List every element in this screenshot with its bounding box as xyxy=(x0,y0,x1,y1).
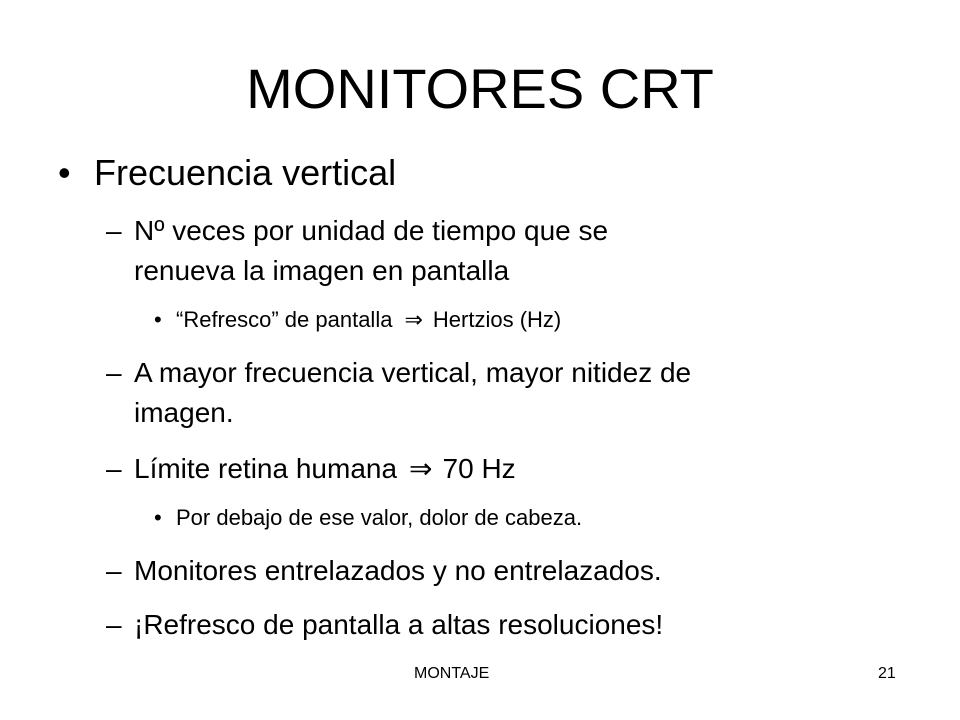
dash-marker: – xyxy=(106,555,122,586)
page-number: 21 xyxy=(878,665,896,682)
dash-marker: – xyxy=(106,609,122,640)
item-nitidez-line1: A mayor frecuencia vertical, mayor nitidez de xyxy=(134,357,692,388)
sub-bullet-marker: • xyxy=(154,307,162,332)
item-altas-resoluciones: ¡Refresco de pantalla a altas resoluciones! xyxy=(134,609,664,640)
item-definition-line1: Nº veces por unidad de tiempo que se xyxy=(134,215,609,246)
dash-marker: – xyxy=(106,453,122,484)
item-refresco xyxy=(176,306,561,334)
dash-marker: – xyxy=(106,357,122,388)
sub-bullet-marker: • xyxy=(154,505,162,530)
item-definition-line2: renueva la imagen en pantalla xyxy=(134,255,510,286)
footer-label: MONTAJE xyxy=(414,665,490,682)
hertzios-text: Hertzios (Hz) xyxy=(432,307,562,332)
item-limite-retina xyxy=(134,452,516,486)
refresco-text: “Refresco” de pantalla xyxy=(176,307,393,332)
limite-text: Límite retina humana xyxy=(134,453,398,484)
hz-value: 70 Hz xyxy=(442,453,516,484)
dash-marker: – xyxy=(106,215,122,246)
item-dolor-cabeza: Por debajo de ese valor, dolor de cabeza. xyxy=(176,505,583,530)
implies-arrow-icon: ⇒ xyxy=(404,307,423,332)
item-nitidez-line2: imagen. xyxy=(134,397,234,428)
bullet-marker: • xyxy=(58,152,71,193)
slide-title: MONITORES CRT xyxy=(246,57,714,120)
item-entrelazados: Monitores entrelazados y no entrelazados. xyxy=(134,555,662,586)
heading-frecuencia-vertical: Frecuencia vertical xyxy=(94,152,397,193)
implies-arrow-icon: ⇒ xyxy=(409,453,433,484)
